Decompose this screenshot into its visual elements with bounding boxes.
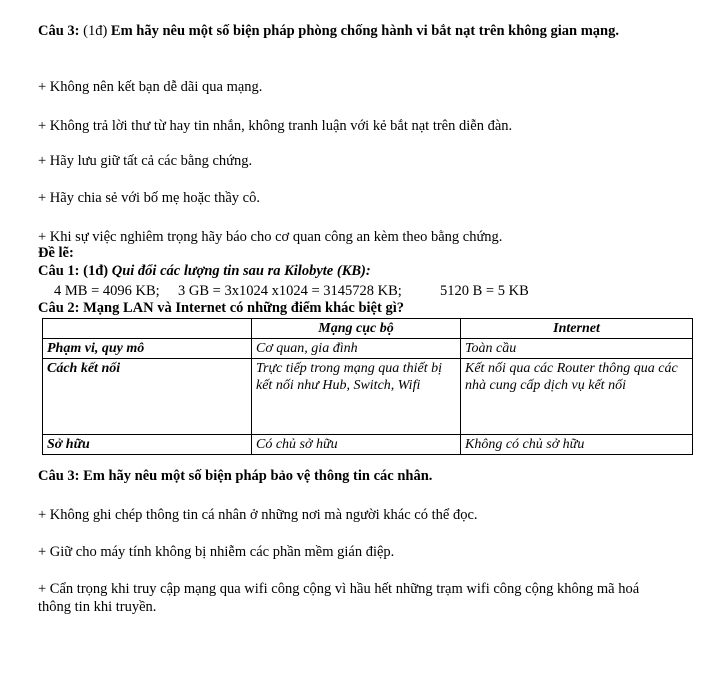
table-row-header: Sở hữu bbox=[43, 435, 252, 455]
question-1-label: Câu 1: bbox=[38, 263, 80, 279]
table-header-cell: Mạng cục bộ bbox=[252, 319, 461, 339]
table-cell: Trực tiếp trong mạng qua thiết bị kết nối như Hub, Switch, Wifi bbox=[252, 359, 461, 435]
table-cell: Kết nối qua các Router thông qua các nhà cung cấp dịch vụ kết nối bbox=[461, 359, 693, 435]
question-1-text: Qui đổi các lượng tin sau ra Kilobyte (KB): bbox=[111, 263, 371, 279]
table-header-cell: Internet bbox=[461, 319, 693, 339]
question-1-heading bbox=[38, 263, 371, 280]
conversion-item: 3 GB = 3x1024 x1024 = 3145728 KB; bbox=[178, 283, 402, 299]
question-3-heading bbox=[38, 22, 668, 40]
bullet-item: + Không nên kết bạn dễ dãi qua mạng. bbox=[38, 79, 263, 95]
bullet-item: + Không trả lời thư từ hay tin nhắn, không tranh luận với kẻ bắt nạt trên diễn đàn. bbox=[38, 118, 513, 134]
question-3-label: Câu 3: bbox=[38, 23, 80, 39]
table-row-header: Cách kết nối bbox=[43, 359, 252, 435]
section-title-de-le: Đề lẽ: bbox=[38, 245, 74, 261]
question-2-title: Câu 2: Mạng LAN và Internet có những điểm khác biệt gì? bbox=[38, 300, 404, 316]
question-3-points: (1đ) bbox=[83, 23, 108, 39]
table-cell: Cơ quan, gia đình bbox=[252, 339, 461, 359]
question-1-points: (1đ) bbox=[83, 263, 109, 279]
table-header-cell bbox=[43, 319, 252, 339]
question-3b-title: Câu 3: Em hãy nêu một số biện pháp bảo vệ thông tin các nhân. bbox=[38, 468, 433, 484]
bullet-item: + Hãy chia sẻ với bố mẹ hoặc thầy cô. bbox=[38, 190, 260, 206]
question-3-text: Em hãy nêu một số biện pháp phòng chống hành vi bắt nạt trên không gian mạng. bbox=[110, 23, 619, 39]
bullet-item: + Giữ cho máy tính không bị nhiễm các phần mềm gián điệp. bbox=[38, 544, 395, 560]
table-cell: Toàn cầu bbox=[461, 339, 693, 359]
table-row bbox=[43, 339, 693, 359]
bullet-item: + Cẩn trọng khi truy cập mạng qua wifi công cộng vì hầu hết những trạm wifi công cộng không mã hoá thông tin khi truyền. bbox=[38, 581, 640, 615]
table-cell: Có chủ sở hữu bbox=[252, 435, 461, 455]
table-cell: Không có chủ sở hữu bbox=[461, 435, 693, 455]
bullet-item: + Hãy lưu giữ tất cả các bằng chứng. bbox=[38, 153, 253, 169]
conversion-item: 5120 B = 5 KB bbox=[440, 283, 529, 299]
table-header-row bbox=[43, 319, 693, 339]
table-row-header: Phạm vi, quy mô bbox=[43, 339, 252, 359]
table-row bbox=[43, 359, 693, 435]
table-row bbox=[43, 435, 693, 455]
bullet-item: + Không ghi chép thông tin cá nhân ở những nơi mà người khác có thể đọc. bbox=[38, 507, 478, 523]
comparison-table bbox=[42, 318, 693, 455]
conversion-item: 4 MB = 4096 KB; bbox=[54, 283, 160, 299]
bullet-item: + Khi sự việc nghiêm trọng hãy báo cho cơ quan công an kèm theo bằng chứng. bbox=[38, 229, 503, 245]
